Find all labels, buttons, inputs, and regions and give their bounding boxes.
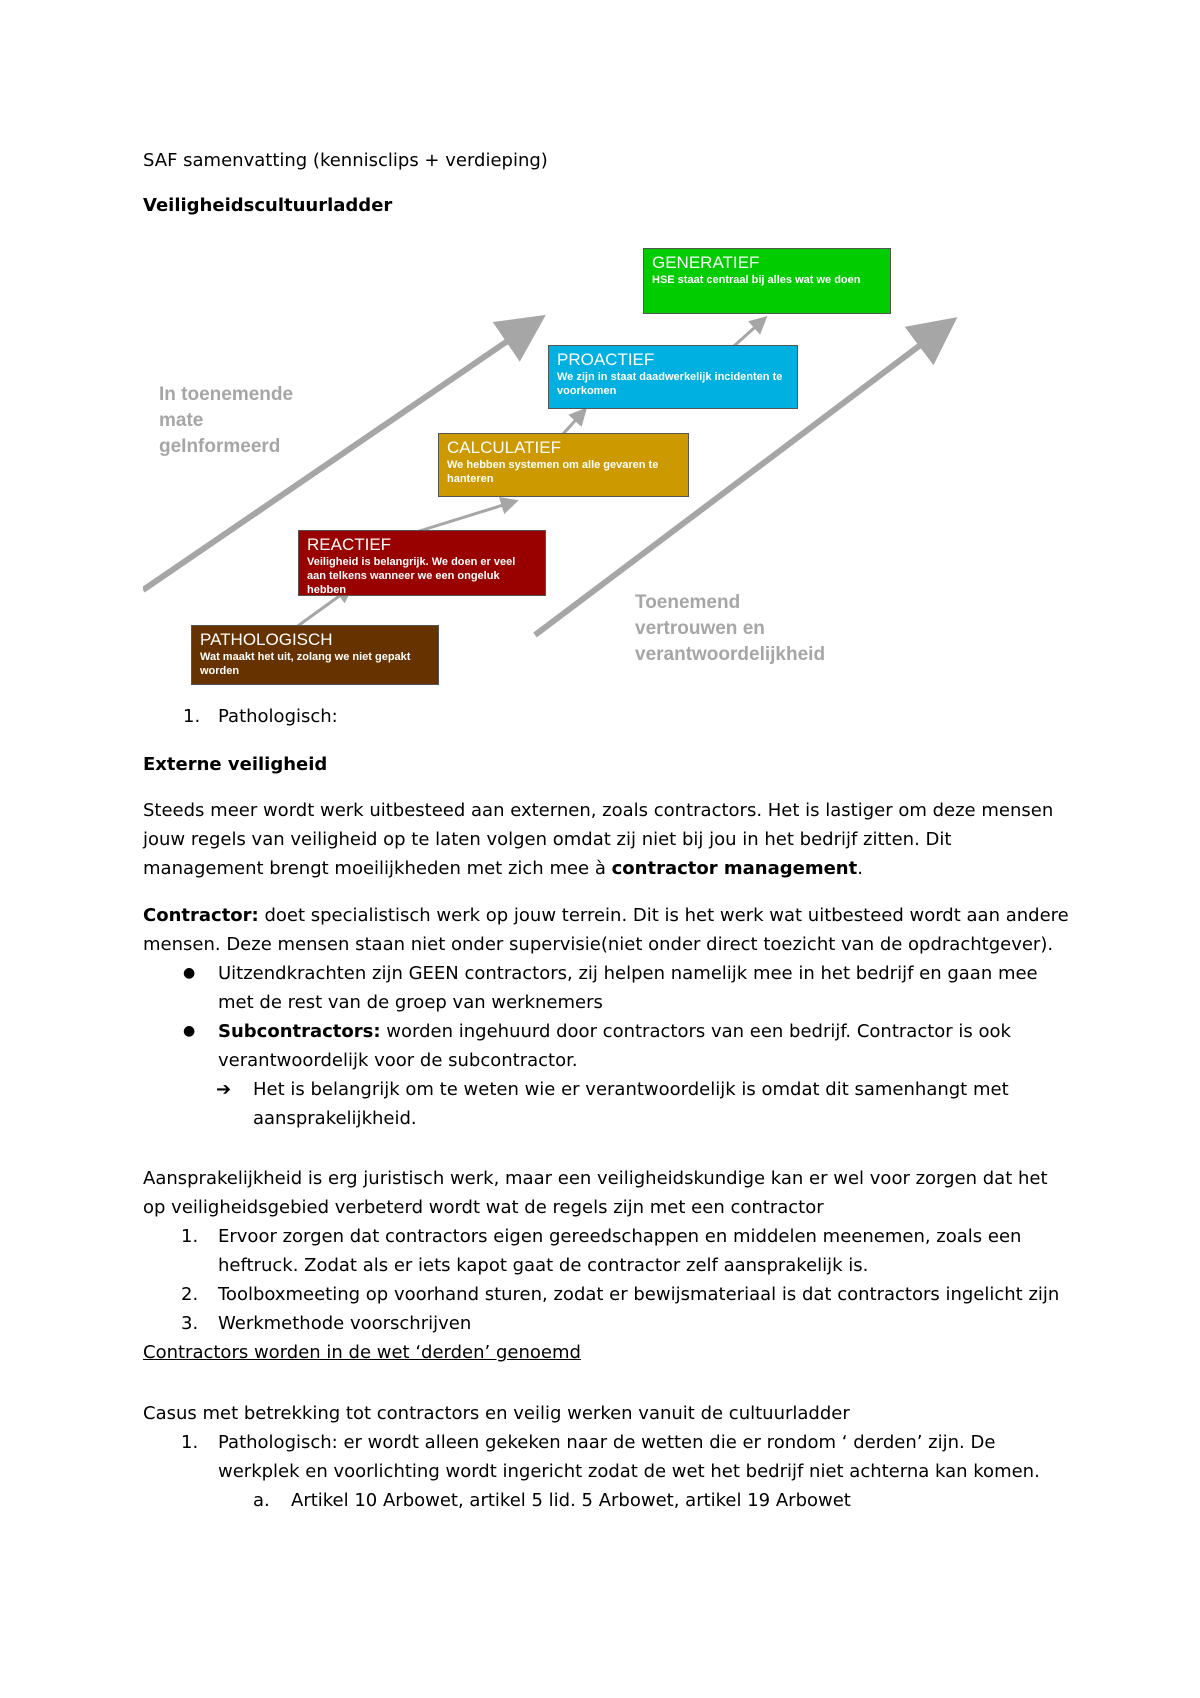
step-description: Wat maakt het uit, zolang we niet gepakt worden	[200, 651, 411, 677]
left-axis-label: In toenemende mate geInformeerd	[159, 384, 294, 457]
list-item	[143, 1222, 1043, 1280]
document-title: SAF samenvatting (kennisclips + verdieping)	[143, 150, 548, 171]
bullet-item	[143, 959, 1043, 1017]
bullet-text: Uitzendkrachten zijn GEEN contractors, zij helpen namelijk mee in het bedrijf en gaan mee	[218, 963, 1038, 984]
right-arrow-icon: ➔	[216, 1079, 232, 1100]
list-text: Toolboxmeeting op voorhand sturen, zodat er bewijsmateriaal is dat contractors ingelicht zijn	[218, 1284, 1060, 1305]
list-number: 3.	[181, 1313, 199, 1334]
list-number: 1.	[181, 1226, 199, 1247]
bullet-text: verantwoordelijk voor de subcontractor.	[218, 1050, 578, 1071]
bold-term: Subcontractors:	[218, 1021, 381, 1042]
arrow-bullet-item	[143, 1075, 1043, 1133]
step-box-calculatief	[438, 433, 689, 497]
step-box-proactief	[548, 345, 798, 409]
step-title: PROACTIEF	[557, 350, 655, 369]
arrow-bullet-text: Het is belangrijk om te weten wie er verantwoordelijk is omdat dit samenhangt met	[253, 1079, 1009, 1100]
list-text: heftruck. Zodat als er iets kapot gaat de contractor zelf aansprakelijk is.	[218, 1255, 869, 1276]
heading-veiligheidscultuurladder: Veiligheidscultuurladder	[143, 195, 393, 216]
paragraph-line: jouw regels van veiligheid op te laten volgen omdat zij niet bij jou in het bedrijf zitten. Dit	[143, 829, 952, 850]
paragraph-text: management brengt moeilijkheden met zich mee à	[143, 858, 612, 879]
arrow-bullet-text: aansprakelijkheid.	[253, 1108, 417, 1129]
list-item	[143, 1309, 1043, 1338]
safety-culture-ladder-diagram	[143, 240, 963, 690]
bullet-item	[143, 1017, 1043, 1075]
paragraph-line: Steeds meer wordt werk uitbesteed aan externen, zoals contractors. Het is lastiger om deze mensen	[143, 800, 1054, 821]
bold-term: contractor management	[611, 858, 858, 879]
sublist-text: Artikel 10 Arbowet, artikel 5 lid. 5 Arbowet, artikel 19 Arbowet	[291, 1490, 851, 1511]
list-text: Pathologisch: er wordt alleen gekeken naar de wetten die er rondom ‘ derden’ zijn. De	[218, 1432, 996, 1453]
step-description: We zijn in staat daadwerkelijk incidenten te voorkomen	[557, 371, 783, 397]
step-description: We hebben systemen om alle gevaren te hanteren	[447, 459, 659, 485]
step-description: Veiligheid is belangrijk. We doen er veel aan telkens wanneer we een ongeluk hebben	[307, 556, 516, 596]
bullet-dot-icon: ●	[183, 1023, 196, 1039]
list-text: Pathologisch:	[218, 706, 338, 727]
bullet-text	[218, 1017, 1011, 1046]
bullet-text: met de rest van de groep van werknemers	[218, 992, 603, 1013]
right-axis-label: Toenemend vertrouwen en verantwoordelijkheid	[635, 592, 826, 665]
bold-term: Contractor:	[143, 905, 259, 926]
paragraph-line: Casus met betrekking tot contractors en veilig werken vanuit de cultuurladder	[143, 1403, 850, 1424]
bullet-text-rest: worden ingehuurd door contractors van een bedrijf. Contractor is ook	[380, 1021, 1011, 1042]
paragraph-text: doet specialistisch werk op jouw terrein. Dit is het werk wat uitbesteed wordt aan andere	[258, 905, 1069, 926]
step-box-generatief	[643, 248, 891, 314]
underlined-statement: Contractors worden in de wet ‘derden’ genoemd	[143, 1342, 581, 1363]
step-title: PATHOLOGISCH	[200, 630, 333, 649]
list-number: 2.	[181, 1284, 199, 1305]
paragraph-line	[143, 901, 1069, 930]
list-text: werkplek en voorlichting wordt ingericht zodat de wet het bedrijf niet achterna kan komen.	[218, 1461, 1040, 1482]
list-text: Werkmethode voorschrijven	[218, 1313, 472, 1334]
bullet-dot-icon: ●	[183, 965, 196, 981]
list-number: 1.	[181, 1432, 199, 1453]
paragraph-line	[143, 854, 863, 883]
step-title: GENERATIEF	[652, 253, 760, 272]
step-title: CALCULATIEF	[447, 438, 561, 457]
step-title: REACTIEF	[307, 535, 392, 554]
step-description: HSE staat centraal bij alles wat we doen	[652, 274, 861, 286]
paragraph-line: Aansprakelijkheid is erg juristisch werk, maar een veiligheidskundige kan er wel voor zorgen dat het	[143, 1168, 1048, 1189]
list-number: 1.	[183, 706, 201, 727]
paragraph-text: .	[857, 858, 863, 879]
list-text: Ervoor zorgen dat contractors eigen gereedschappen en middelen meenemen, zoals een	[218, 1226, 1022, 1247]
paragraph-line: mensen. Deze mensen staan niet onder supervisie(niet onder direct toezicht van de opdrachtgever).	[143, 934, 1054, 955]
sublist-letter: a.	[253, 1490, 270, 1511]
step-box-reactief	[298, 530, 546, 596]
list-item	[143, 1428, 1043, 1518]
heading-externe-veiligheid: Externe veiligheid	[143, 754, 328, 775]
step-box-pathologisch	[191, 625, 439, 685]
list-item	[143, 1280, 1060, 1309]
paragraph-line: op veiligheidsgebied verbeterd wordt wat de regels zijn met een contractor	[143, 1197, 824, 1218]
